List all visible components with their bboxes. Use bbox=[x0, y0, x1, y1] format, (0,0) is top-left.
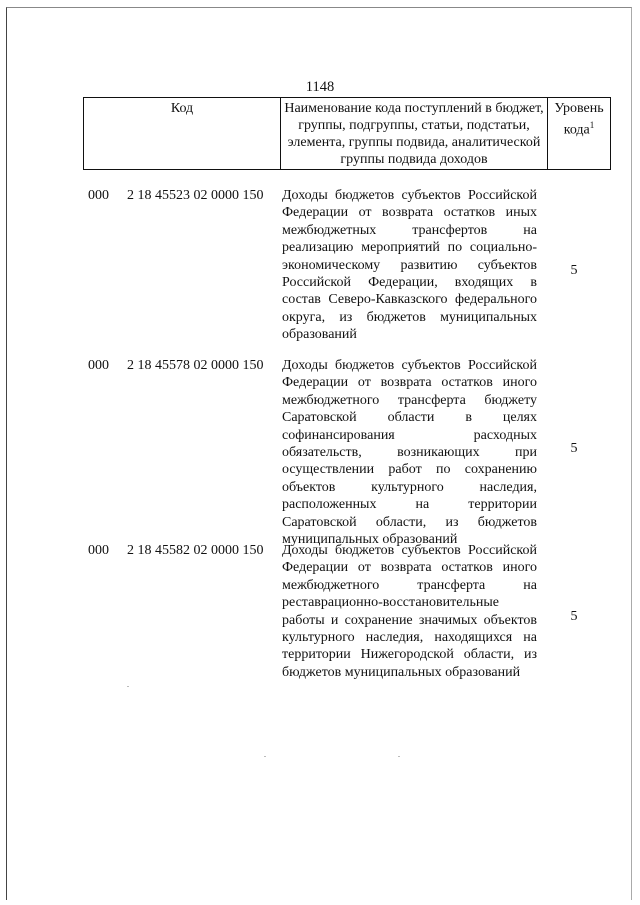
header-code-label: Код bbox=[170, 101, 194, 116]
header-level-footnote: 1 bbox=[589, 120, 595, 130]
row-level: 5 bbox=[570, 263, 578, 278]
row-level: 5 bbox=[570, 441, 578, 456]
row-budget-code: 2 18 45578 02 0000 150 bbox=[127, 358, 264, 373]
table-header bbox=[83, 97, 611, 170]
scan-speck bbox=[398, 756, 400, 757]
row-budget-code: 2 18 45582 02 0000 150 bbox=[127, 543, 264, 558]
header-level bbox=[548, 98, 611, 170]
row-admin-code: 000 bbox=[88, 188, 109, 203]
row-description: Доходы бюджетов субъектов Российской Федерации от возврата остатков иного межбюджетного трансферта бюджету Саратовской области в целях софинансирования расходных обязательств, возникающих при осуществлении работ по сохранению объектов культурного наследия, расположенных на территории Саратовской области, из бюджетов муниципальных образований bbox=[282, 358, 537, 548]
header-name-label: Наименование кода поступлений в бюджет, группы, подгруппы, статьи, подстатьи, элемента, группы подвида, аналитической группы подвида доходов bbox=[284, 101, 544, 167]
row-description: Доходы бюджетов субъектов Российской Федерации от возврата остатков иных межбюджетных трансфертов на реализацию мероприятий по социально-экономическому развитию субъектов Российской Федерации, входящих в состав Северо-Кавказского федерального округа, из бюджетов муниципальных образований bbox=[282, 188, 537, 343]
row-description: Доходы бюджетов субъектов Российской Федерации от возврата остатков иного межбюджетного трансферта на реставрационно-восстановительные работы и сохранение значимых объектов культурного наследия, находящихся на территории Нижегородской области, из бюджетов муниципальных образований bbox=[282, 543, 537, 680]
header-code bbox=[84, 98, 281, 170]
scan-speck bbox=[264, 756, 266, 757]
row-admin-code: 000 bbox=[88, 358, 109, 373]
scan-speck bbox=[127, 686, 129, 687]
row-level: 5 bbox=[570, 609, 578, 624]
row-budget-code: 2 18 45523 02 0000 150 bbox=[127, 188, 264, 203]
header-level-label: Уровень кода bbox=[554, 101, 604, 138]
page-number: 1148 bbox=[305, 79, 335, 95]
header-name bbox=[281, 98, 548, 170]
table-header-row bbox=[84, 98, 611, 170]
row-admin-code: 000 bbox=[88, 543, 109, 558]
